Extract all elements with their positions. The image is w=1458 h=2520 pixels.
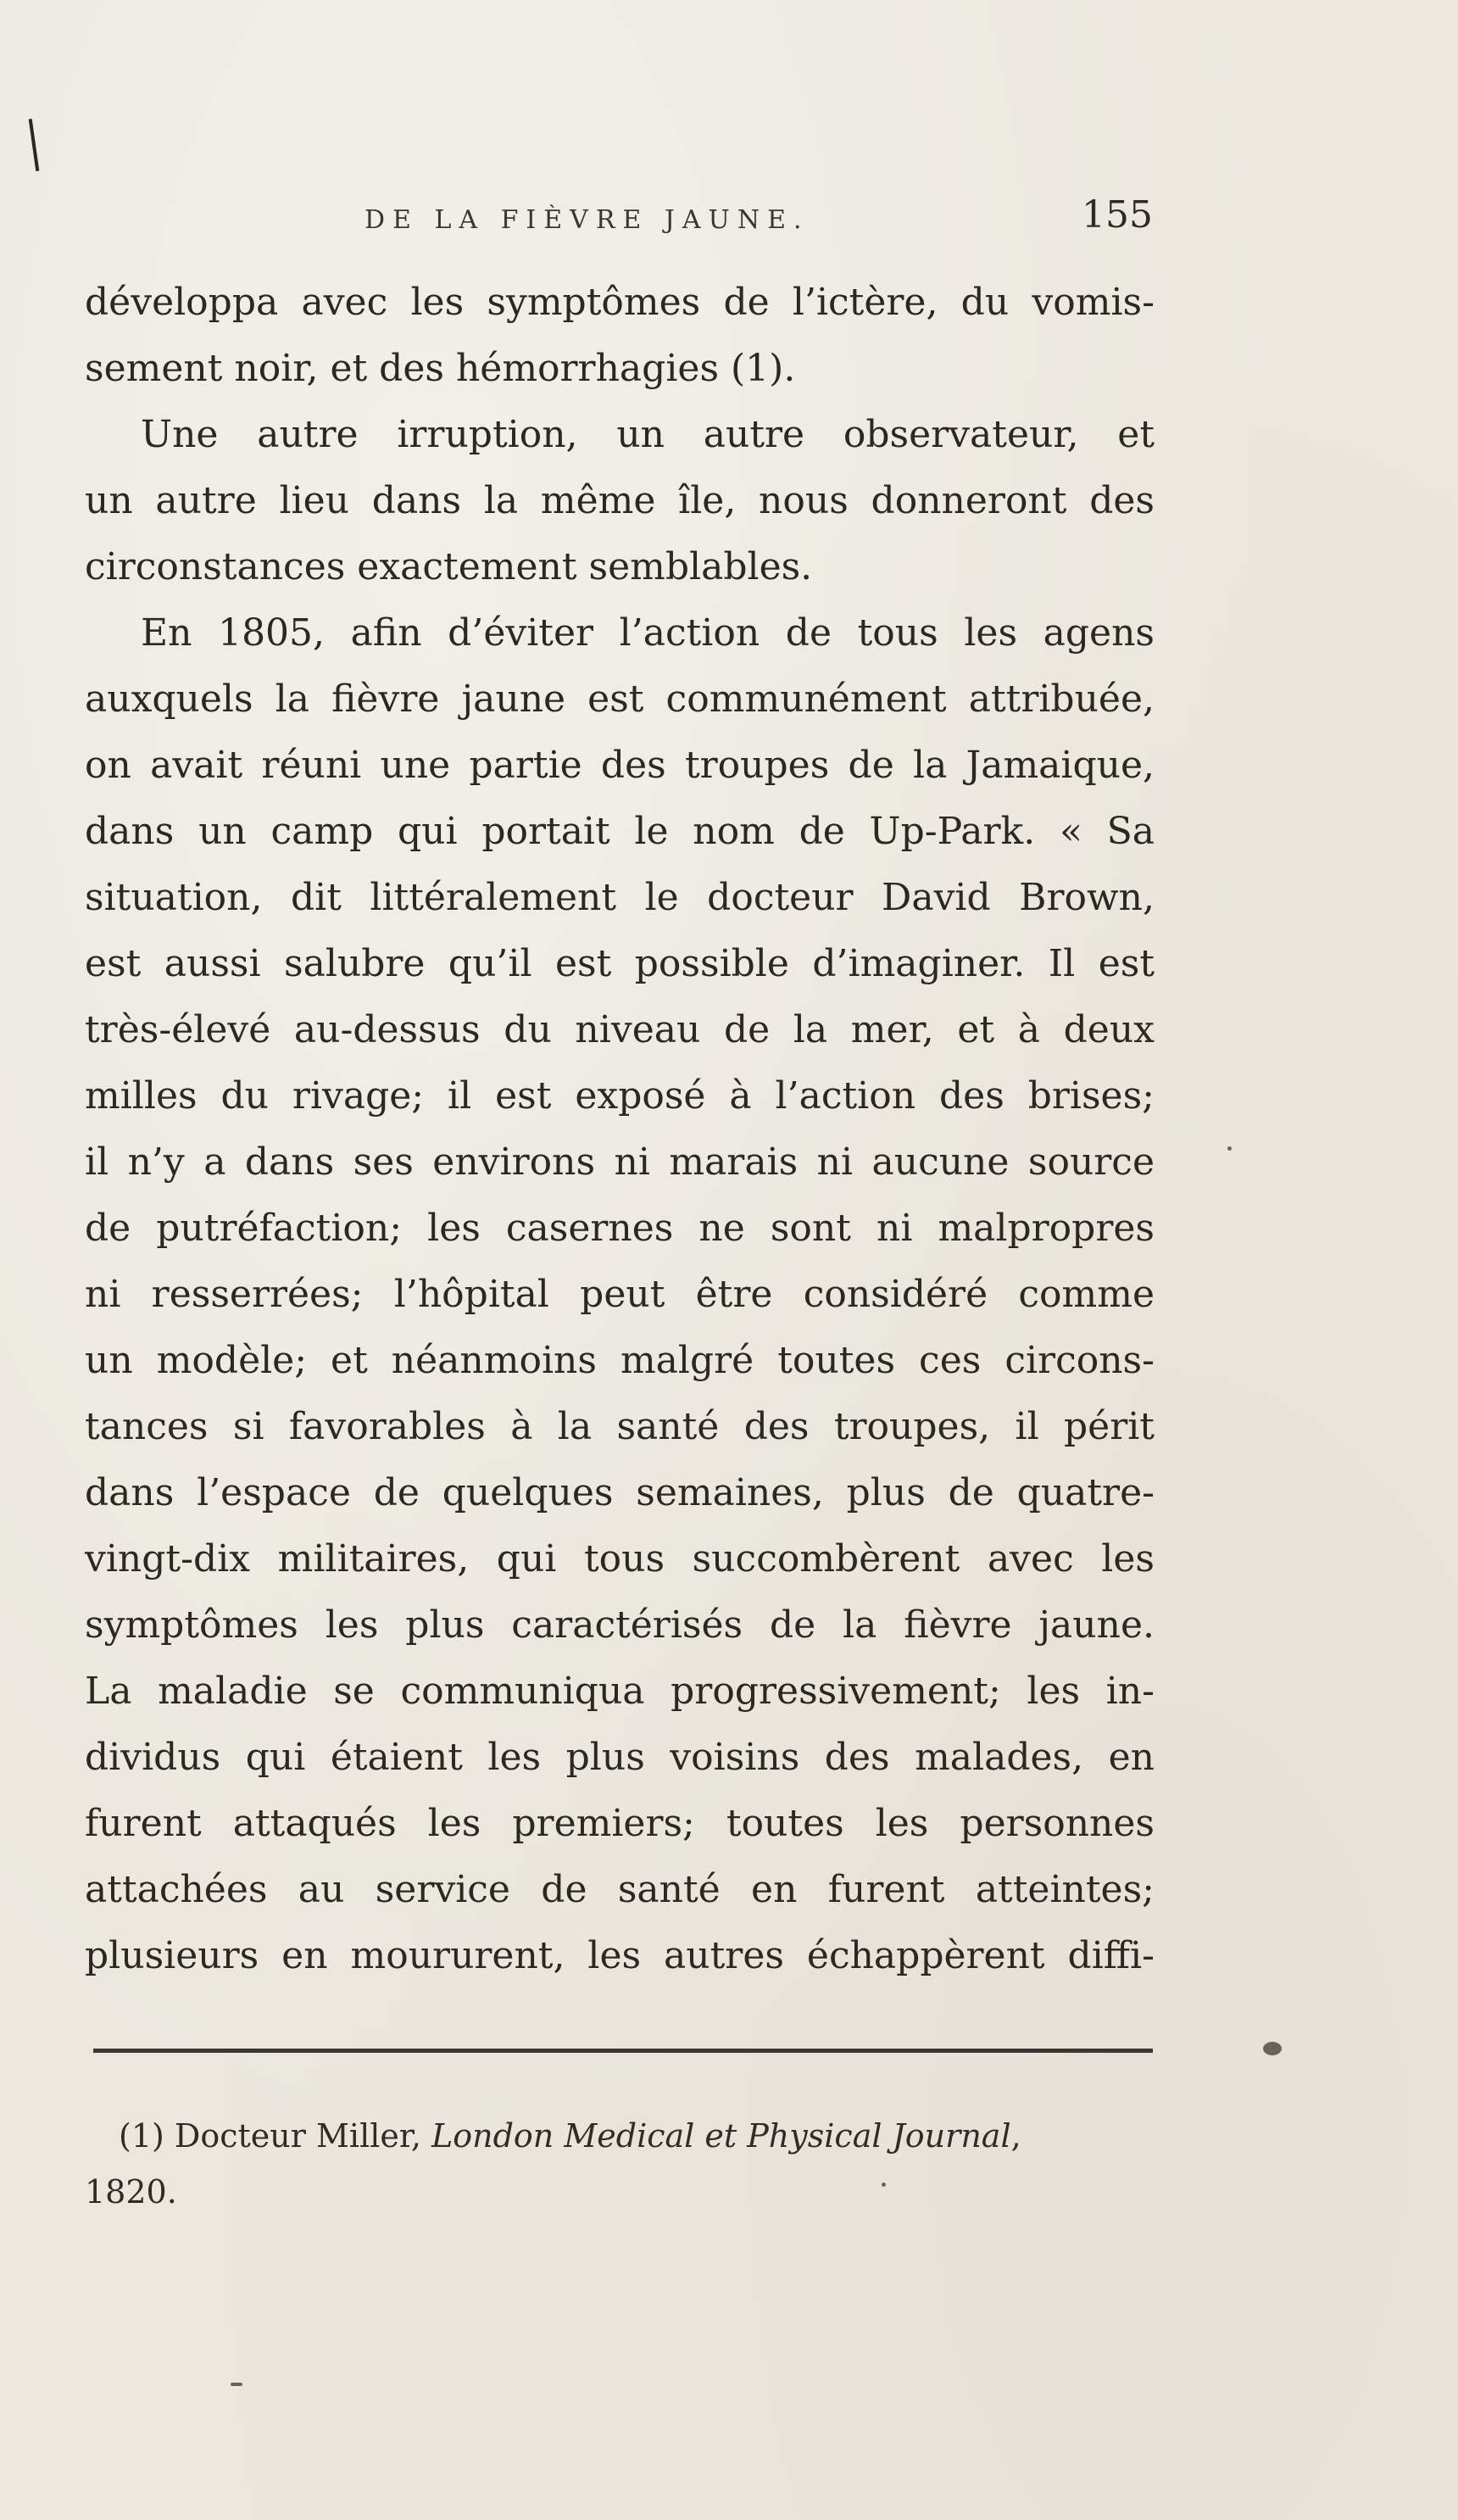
text-line: La maladie se communiqua progressivement; les in- [85,1670,1155,1713]
text-line: auxquels la fièvre jaune est communément attribuée, [85,677,1155,721]
text-line: on avait réuni une partie des troupes de la Jamaique, [85,744,1155,787]
margin-pencil-mark [29,119,40,171]
text-line: tances si favorables à la santé des troupes, il périt [85,1405,1155,1448]
paper-speck [231,2383,242,2386]
text-line: de putréfaction; les casernes ne sont ni malpropres [85,1207,1155,1250]
text-line: un autre lieu dans la même île, nous donneront des [85,479,1155,522]
text-line: dividus qui étaient les plus voisins des malades, en [85,1736,1155,1779]
text-line: un modèle; et néanmoins malgré toutes ces circons- [85,1339,1155,1382]
footnote-journal-title: London Medical et Physical Journal [431,2117,1011,2155]
text-line: situation, dit littéralement le docteur David Brown, [85,876,1155,919]
text-line: est aussi salubre qu’il est possible d’imaginer. Il est [85,942,1155,985]
text-line: ni resserrées; l’hôpital peut être considéré comme [85,1273,1155,1316]
text-line: Une autre irruption, un autre observateur, et [141,413,1155,456]
footnote-marker: (1) Docteur Miller, [119,2117,432,2155]
running-head: DE LA FIÈVRE JAUNE. [364,205,810,235]
body-text [85,270,1155,1989]
text-line: dans l’espace de quelques semaines, plus de quatre- [85,1471,1155,1514]
text-line: plusieurs en moururent, les autres échappèrent diffi- [85,1934,1155,1977]
text-line: circonstances exactement semblables. [85,545,813,588]
text-line: milles du rivage; il est exposé à l’action des brises; [85,1074,1155,1118]
paper-speck [882,2183,886,2187]
footnote-line [119,2108,1161,2164]
text-line: attachées au service de santé en furent atteintes; [85,1868,1155,1911]
text-line: symptômes les plus caractérisés de la fièvre jaune. [85,1603,1155,1647]
text-line: furent attaqués les premiers; toutes les personnes [85,1802,1155,1845]
text-line: très-élevé au-dessus du niveau de la mer, et à deux [85,1008,1155,1051]
text-line: vingt-dix militaires, qui tous succombèrent avec les [85,1537,1155,1581]
text-line: développa avec les symptômes de l’ictère, du vomis- [85,281,1155,324]
footnote-punctuation: , [1010,2117,1021,2155]
page-number: 155 [1082,193,1153,237]
paper-speck [1227,1146,1232,1151]
page-header [364,193,1153,244]
footnote-rule [93,2049,1153,2053]
paper-speck [1263,2042,1282,2055]
text-line: sement noir, et des hémorrhagies (1). [85,347,796,390]
footnote-year: 1820. [85,2173,177,2211]
text-line: En 1805, afin d’éviter l’action de tous les agens [141,611,1155,655]
text-line: il n’y a dans ses environs ni marais ni aucune source [85,1140,1155,1184]
footnote [85,2108,1161,2220]
text-line: dans un camp qui portait le nom de Up-Park. « Sa [85,810,1155,853]
